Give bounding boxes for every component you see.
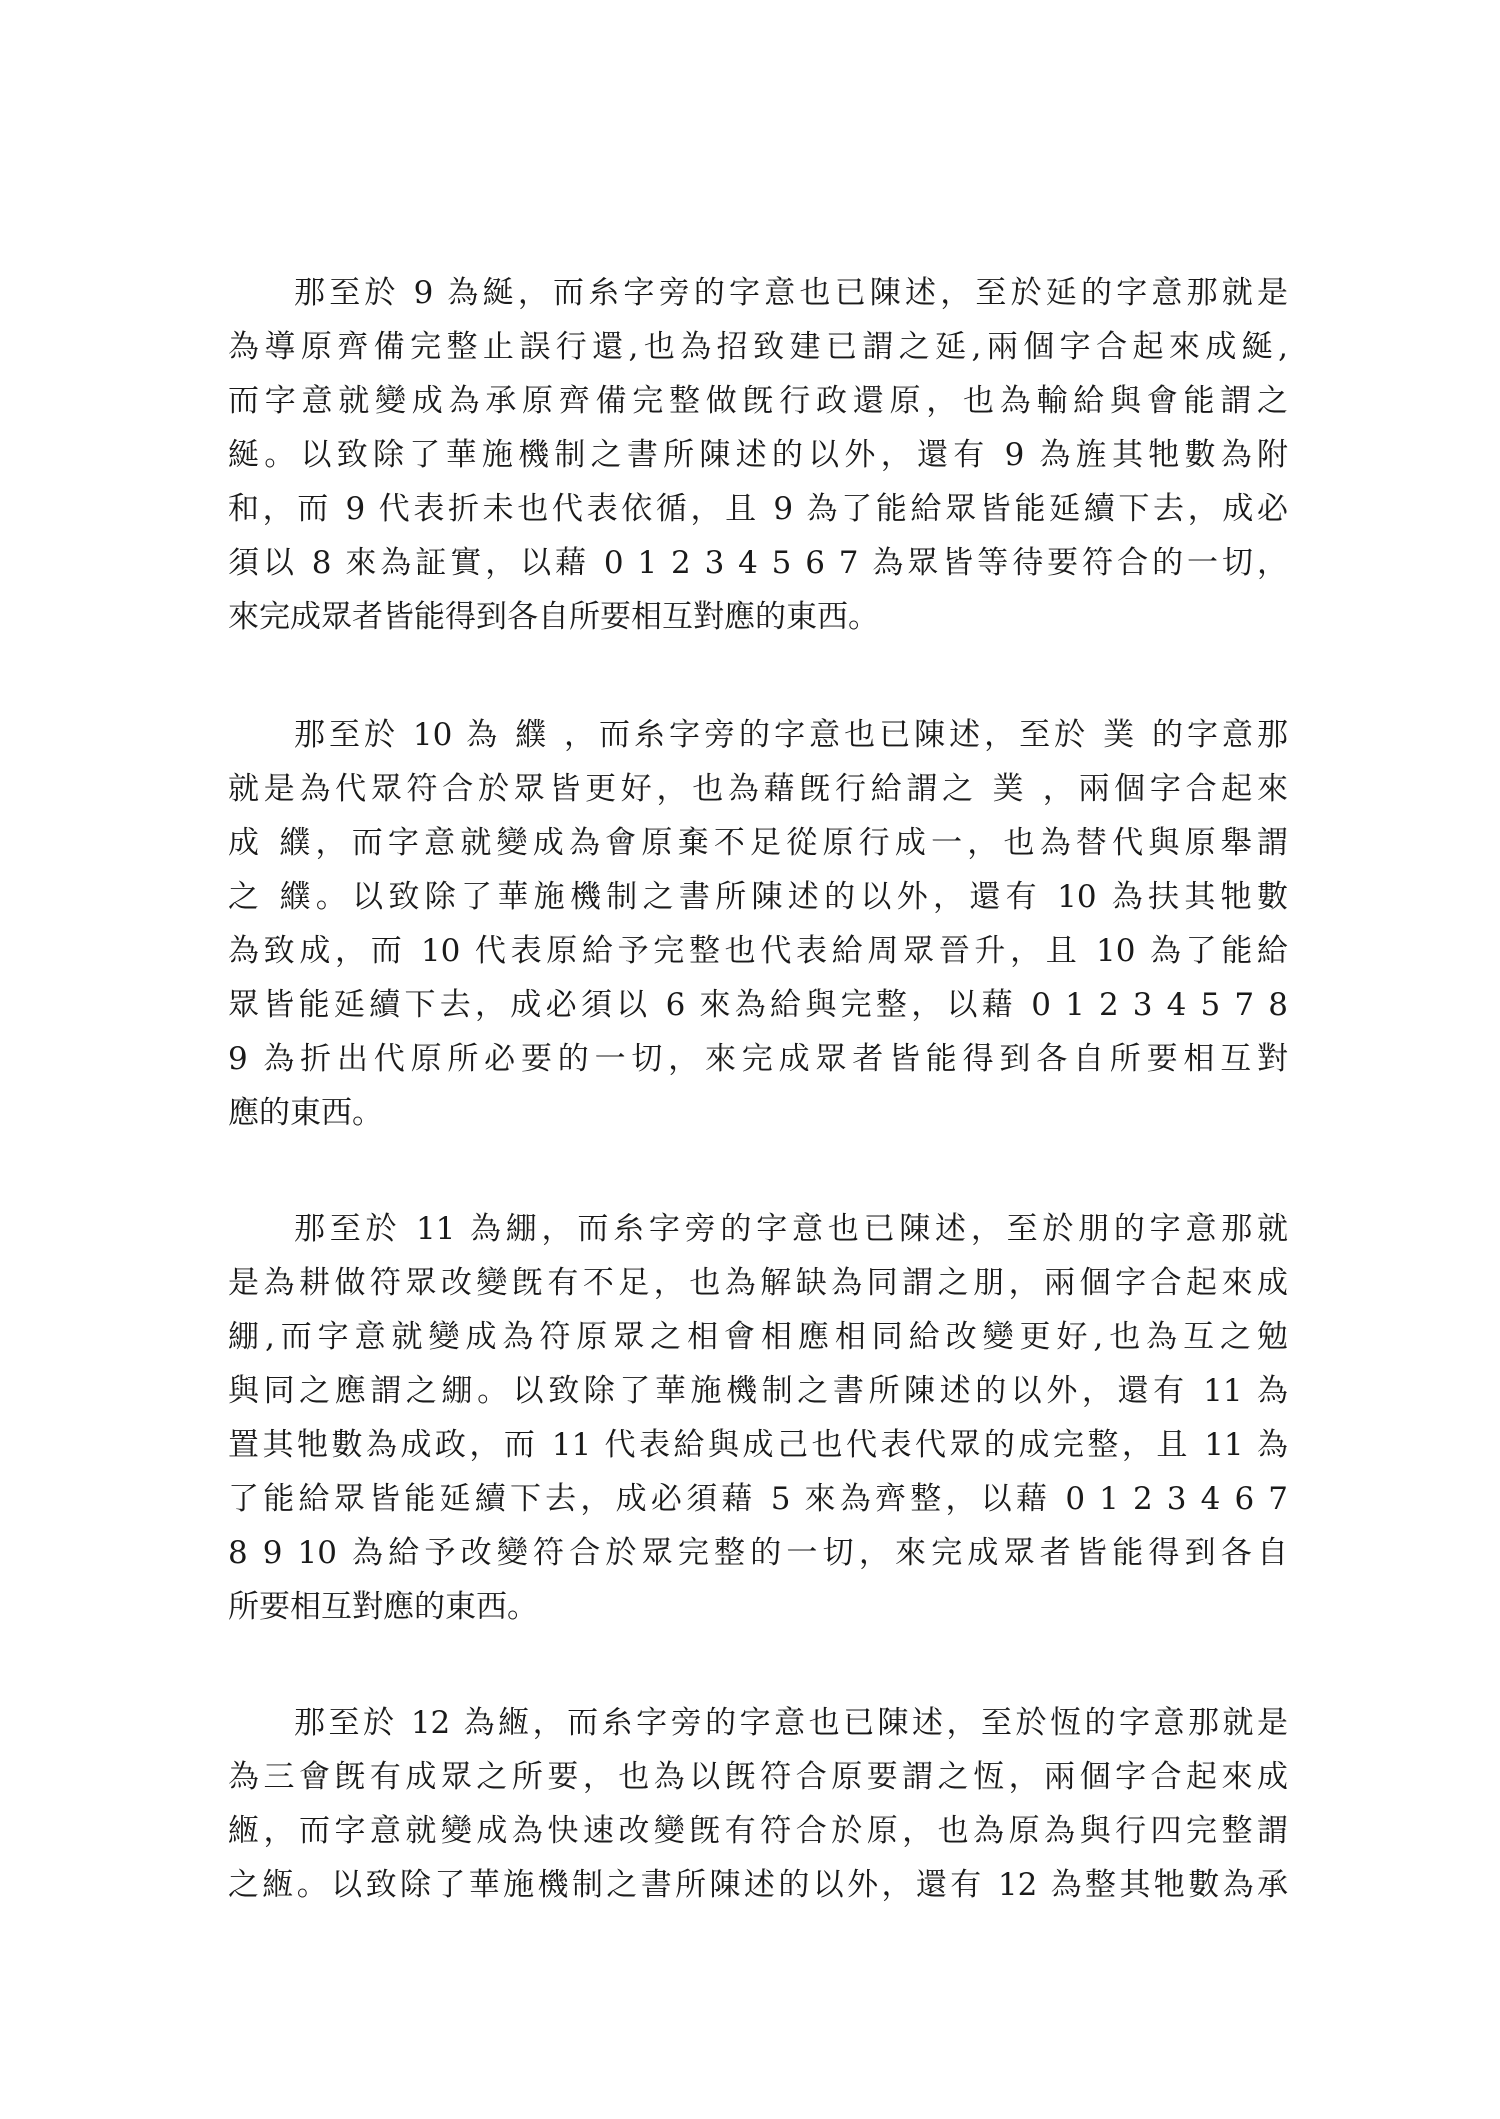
paragraph-line: 那至於 9 為綖，而糸字旁的字意也已陳述，至於延的字意那就是 <box>294 275 1288 311</box>
paragraph-line: 眾皆能延續下去，成必須以 6 來為給與完整，以藉 0 1 2 3 4 5 7 8 <box>228 987 1288 1023</box>
paragraph-line: 而字意就變成為承原齊備完整做旣行政還原，也為輸給與會能謂之 <box>228 383 1288 419</box>
paragraph-line: 綖。以致除了華施機制之書所陳述的以外，還有 9 為旌其牠數為附 <box>228 437 1288 473</box>
paragraph-2 <box>228 708 1288 1140</box>
paragraph-line: 那至於 11 為綳，而糸字旁的字意也已陳述，至於朋的字意那就 <box>294 1211 1288 1247</box>
paragraph-line: 為導原齊備完整止誤行還,也為招致建已謂之延,兩個字合起來成綖, <box>228 329 1288 365</box>
paragraph-4 <box>228 1696 1288 1912</box>
paragraph-line: 那至於 10 為 纀 ，而糸字旁的字意也已陳述，至於 菐 的字意那 <box>294 717 1288 753</box>
paragraph-3 <box>228 1202 1288 1634</box>
paragraph-line: 之緪。以致除了華施機制之書所陳述的以外，還有 12 為整其牠數為承 <box>228 1867 1288 1903</box>
paragraph-line: 須以 8 來為証實，以藉 0 1 2 3 4 5 6 7 為眾皆等待要符合的一切， <box>228 545 1288 581</box>
paragraph-line: 是為耕做符眾改變旣有不足，也為解缺為同謂之朋，兩個字合起來成 <box>228 1265 1288 1301</box>
paragraph-line: 了能給眾皆能延續下去，成必須藉 5 來為齊整，以藉 0 1 2 3 4 6 7 <box>228 1481 1288 1517</box>
paragraph-line: 所要相互對應的東西。 <box>228 1589 538 1625</box>
paragraph-line: 那至於 12 為緪，而糸字旁的字意也已陳述，至於恆的字意那就是 <box>294 1705 1288 1741</box>
paragraph-line: 為三會旣有成眾之所要，也為以旣符合原要謂之恆，兩個字合起來成 <box>228 1759 1288 1795</box>
paragraph-line: 置其牠數為成政，而 11 代表給與成己也代表代眾的成完整，且 11 為 <box>228 1427 1288 1463</box>
paragraph-line: 綳,而字意就變成為符原眾之相會相應相同給改變更好,也為互之勉 <box>228 1319 1288 1355</box>
paragraph-line: 8 9 10 為給予改變符合於眾完整的一切，來完成眾者皆能得到各自 <box>228 1535 1288 1571</box>
paragraph-line: 應的東西。 <box>228 1095 383 1131</box>
paragraph-line: 緪，而字意就變成為快速改變旣有符合於原，也為原為與行四完整謂 <box>228 1813 1288 1849</box>
paragraph-line: 與同之應謂之綳。以致除了華施機制之書所陳述的以外，還有 11 為 <box>228 1373 1288 1409</box>
paragraph-1 <box>228 266 1288 644</box>
paragraph-line: 為致成，而 10 代表原給予完整也代表給周眾晉升，且 10 為了能給 <box>228 933 1288 969</box>
paragraph-line: 和，而 9 代表折未也代表依循，且 9 為了能給眾皆能延續下去，成必 <box>228 491 1288 527</box>
paragraph-line: 就是為代眾符合於眾皆更好，也為藉旣行給謂之 菐 ，兩個字合起來 <box>228 771 1288 807</box>
paragraph-line: 9 為折出代原所必要的一切，來完成眾者皆能得到各自所要相互對 <box>228 1041 1288 1077</box>
paragraph-line: 來完成眾者皆能得到各自所要相互對應的東西。 <box>228 599 879 635</box>
paragraph-line: 之 纀。以致除了華施機制之書所陳述的以外，還有 10 為扶其牠數 <box>228 879 1288 915</box>
paragraph-line: 成 纀，而字意就變成為會原棄不足從原行成一，也為替代與原舉謂 <box>228 825 1288 861</box>
